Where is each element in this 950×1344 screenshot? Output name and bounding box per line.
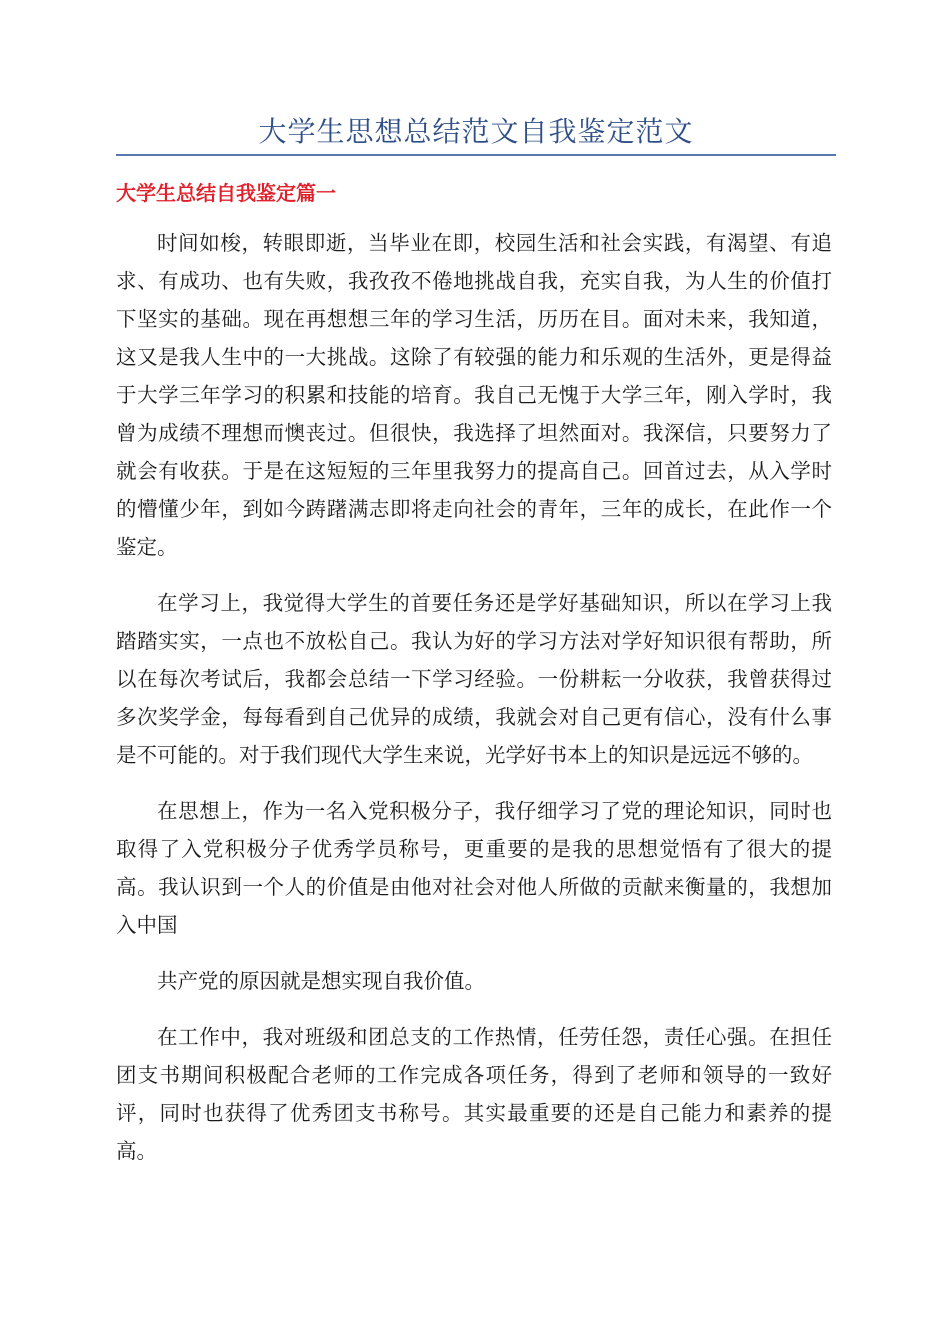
section-heading: 大学生总结自我鉴定篇一	[116, 181, 336, 205]
paragraph-4: 共产党的原因就是想实现自我价值。	[157, 969, 485, 993]
paragraph-1: 时间如梭，转眼即逝，当毕业在即，校园生活和社会实践，有渴望、有追求、有成功、也有失败，我孜孜不倦地挑战自我，充实自我，为人生的价值打下坚实的基础。现在再想想三年的学习生活，历历在目。面对未来，我知道，这又是我人生中的一大挑战。这除了有较强的能力和乐观的生活外，更是得益于大学三年学习的积累和技能的培育。我自己无愧于大学三年，刚入学时，我曾为成绩不理想而懊丧过。但很快，我选择了坦然面对。我深信，只要努力了就会有收获。于是在这短短的三年里我努力的提高自己。回首过去，从入学时的懵懂少年，到如今踌躇满志即将走向社会的青年，三年的成长，在此作一个鉴定。	[116, 231, 832, 559]
paragraph-2: 在学习上，我觉得大学生的首要任务还是学好基础知识，所以在学习上我踏踏实实，一点也不放松自己。我认为好的学习方法对学好知识很有帮助，所以在每次考试后，我都会总结一下学习经验。一份耕耘一分收获，我曾获得过多次奖学金，每每看到自己优异的成绩，我就会对自己更有信心，没有什么事是不可能的。对于我们现代大学生来说，光学好书本上的知识是远远不够的。	[116, 591, 832, 767]
document-body	[116, 224, 832, 1188]
paragraph-3: 在思想上，作为一名入党积极分子，我仔细学习了党的理论知识，同时也取得了入党积极分子优秀学员称号，更重要的是我的思想觉悟有了很大的提高。我认识到一个人的价值是由他对社会对他人所做的贡献来衡量的，我想加入中国	[116, 799, 832, 937]
title-underline	[116, 154, 836, 156]
paragraph-5: 在工作中，我对班级和团总支的工作热情，任劳任怨，责任心强。在担任团支书期间积极配合老师的工作完成各项任务，得到了老师和领导的一致好评，同时也获得了优秀团支书称号。其实最重要的还是自己能力和素养的提高。	[116, 1025, 832, 1163]
document-title: 大学生思想总结范文自我鉴定范文	[258, 115, 694, 148]
